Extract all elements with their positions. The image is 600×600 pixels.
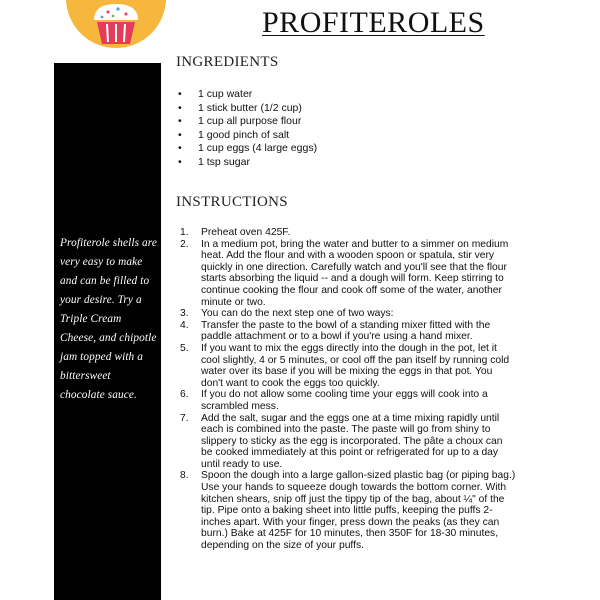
sidebar-panel	[54, 63, 161, 600]
list-item: • 1 cup water	[176, 88, 436, 102]
step-number: 2.	[180, 238, 189, 250]
instructions-heading: INSTRUCTIONS	[176, 194, 288, 210]
list-item: • 1 cup all purpose flour	[176, 115, 436, 129]
ingredients-heading: INGREDIENTS	[176, 54, 279, 70]
step-item	[180, 239, 516, 309]
step-text: If you do not allow some cooling time your eggs will cook into a scrambled mess.	[201, 389, 488, 412]
logo-badge	[66, 0, 166, 48]
step-text: Transfer the paste to the bowl of a standing mixer fitted with the paddle attachment or to a bowl if you're using a hand mixer.	[201, 319, 491, 343]
step-item	[180, 227, 516, 239]
step-text: You can do the next step one of two ways:	[201, 308, 394, 320]
step-item	[180, 308, 516, 320]
sidebar-note: Profiterole shells are very easy to make and can be filled to your desire. Try a Triple Cream Cheese, and chipotle jam topped with a bittersweet chocolate sauce.	[60, 237, 157, 401]
step-item	[180, 320, 516, 343]
step-number: 7.	[180, 412, 189, 424]
instructions-list	[180, 227, 516, 552]
step-item	[180, 413, 516, 471]
step-item	[180, 343, 516, 389]
step-item	[180, 389, 516, 412]
step-number: 8.	[180, 470, 189, 482]
step-number: 3.	[180, 308, 189, 320]
step-text: Spoon the dough into a large gallon-sized plastic bag (or piping bag.) Use your hands to squeeze dough towards the bottom corner. With kitchen shears, snip off just the tippy tip of the bag, about ¼" of the tip. Pipe onto a baking sheet into little puffs, keeping the puffs 2-inches apart. With your finger, press down the peaks (as they can burn.) Bake at 425F for 10 minutes, then 350F for 18-30 minutes, depending on the size of your puffs.	[201, 470, 516, 552]
step-text: In a medium pot, bring the water and butter to a simmer on medium heat. Add the flour and with a wooden spoon or spatula, stir very quickly in one direction. Carefully watch and you'll see that the flour starts absorbing the liquid -- and a dough will form. Keep stirring to continue cooking the flour and cook off some of the water, another minute or two.	[201, 238, 509, 308]
step-text: If you want to mix the eggs directly into the dough in the pot, let it cool slightly, 4 or 5 minutes, or cool off the pan itself by running cold water over its base if you will be mixing the eggs in that pot. You don't want to cook the eggs too quickly.	[201, 342, 510, 389]
list-item: • 1 stick butter (1/2 cup)	[176, 102, 436, 116]
step-number: 4.	[180, 319, 189, 331]
step-number: 1.	[180, 227, 189, 238]
ingredients-list	[176, 88, 436, 169]
step-item	[180, 470, 516, 551]
cupcake-icon	[88, 0, 144, 44]
step-number: 5.	[180, 342, 189, 354]
list-item: • 1 cup eggs (4 large eggs)	[176, 142, 436, 156]
list-item: • 1 good pinch of salt	[176, 129, 436, 143]
step-text: Add the salt, sugar and the eggs one at a time mixing rapidly until each is combined into the paste. The paste will go from shiny to slippery to sticky as the egg is incorporated. The pâte a choux can be cooked immediately at this point or refrigerated for up to a day until ready to use.	[201, 412, 503, 470]
step-text: Preheat oven 425F.	[201, 227, 291, 238]
page-title: PROFITEROLES	[262, 6, 485, 39]
list-item: • 1 tsp sugar	[176, 156, 436, 170]
step-number: 6.	[180, 389, 189, 401]
